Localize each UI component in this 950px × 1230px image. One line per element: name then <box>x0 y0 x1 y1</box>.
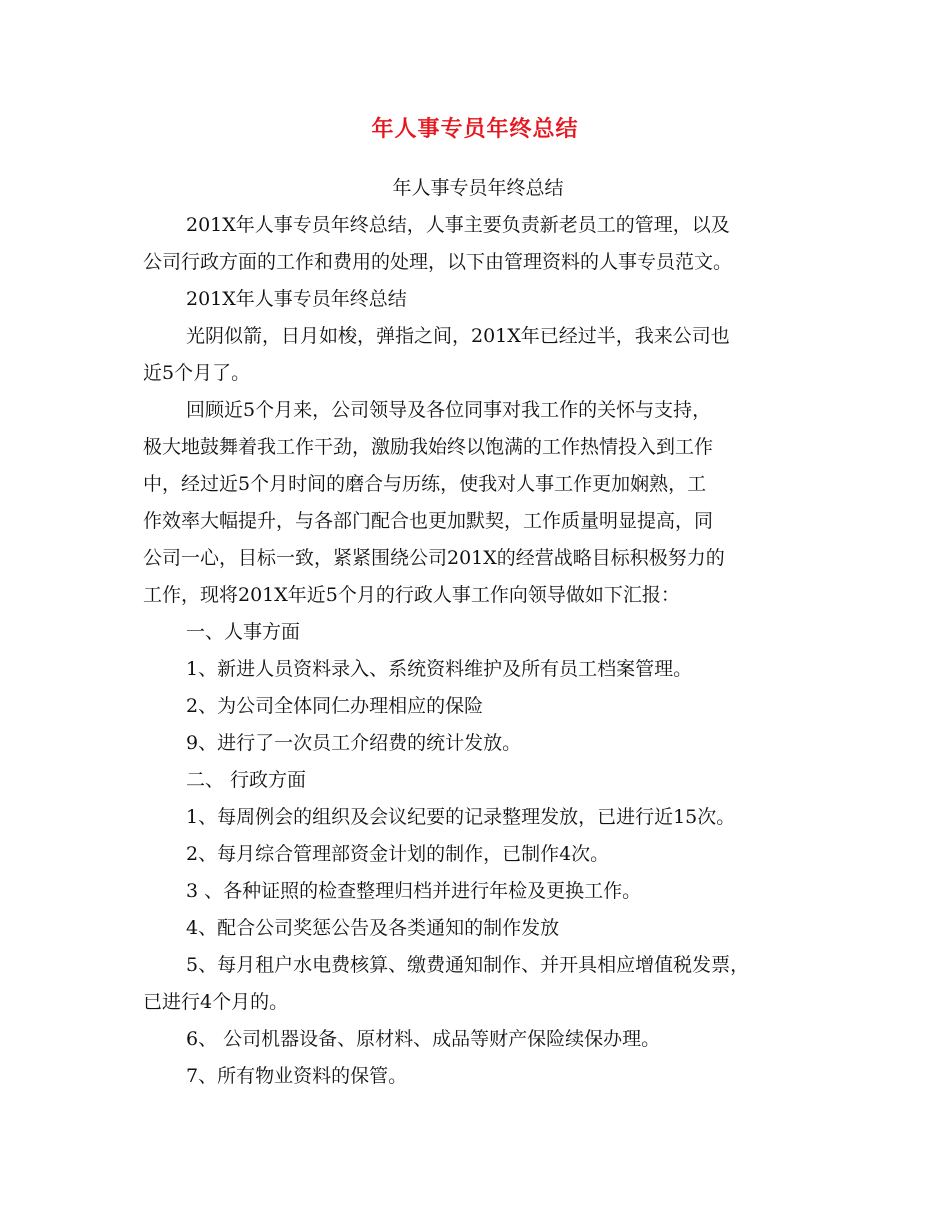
paragraph-line: 一、人事方面 <box>186 621 301 643</box>
document-body <box>143 170 813 1095</box>
paragraph-line: 2、为公司全体同仁办理相应的保险 <box>186 695 484 717</box>
paragraph-line: 中，经过近5个月时间的磨合与历练，使我对人事工作更加娴熟，工 <box>143 473 707 495</box>
paragraph-line: 公司一心，目标一致，紧紧围绕公司201X的经营战略目标积极努力的 <box>143 547 725 569</box>
document-subtitle: 年人事专员年终总结 <box>392 177 564 199</box>
paragraph-line: 近5个月了。 <box>143 362 251 384</box>
paragraph-line: 1、每周例会的组织及会议纪要的记录整理发放，已进行近15次。 <box>186 806 736 828</box>
paragraph-line: 工作，现将201X年近5个月的行政人事工作向领导做如下汇报： <box>143 584 680 606</box>
paragraph-line: 201X年人事专员年终总结 <box>186 288 407 310</box>
paragraph-line: 极大地鼓舞着我工作干劲，激励我始终以饱满的工作热情投入到工作 <box>143 436 714 458</box>
paragraph-line: 作效率大幅提升，与各部门配合也更加默契，工作质量明显提高，同 <box>143 510 714 532</box>
paragraph-line: 2、每月综合管理部资金计划的制作，已制作4次。 <box>186 843 610 865</box>
paragraph-line: 公司行政方面的工作和费用的处理，以下由管理资料的人事专员范文。 <box>143 251 733 273</box>
paragraph-line: 9、进行了一次员工介绍费的统计发放。 <box>186 732 522 754</box>
paragraph-line: 7、所有物业资料的保管。 <box>186 1065 408 1087</box>
paragraph-line: 二、 行政方面 <box>186 769 307 791</box>
paragraph-line: 5、每月租户水电费核算、缴费通知制作、并开具相应增值税发票， <box>186 954 750 976</box>
paragraph-line: 4、配合公司奖惩公告及各类通知的制作发放 <box>186 917 560 939</box>
paragraph-line: 1、新进人员资料录入、系统资料维护及所有员工档案管理。 <box>186 658 693 680</box>
paragraph-line: 已进行4个月的。 <box>143 991 289 1013</box>
paragraph-line: 回顾近5个月来，公司领导及各位同事对我工作的关怀与支持， <box>186 399 712 421</box>
paragraph-line: 3 、各种证照的检查整理归档并进行年检及更换工作。 <box>186 880 642 902</box>
paragraph-line: 6、 公司机器设备、原材料、成品等财产保险续保办理。 <box>186 1028 661 1050</box>
paragraph-line: 201X年人事专员年终总结，人事主要负责新老员工的管理，以及 <box>186 214 730 236</box>
paragraph-line: 光阴似箭，日月如梭，弹指之间，201X年已经过半，我来公司也 <box>186 325 730 347</box>
document-title: 年人事专员年终总结 <box>371 117 579 142</box>
